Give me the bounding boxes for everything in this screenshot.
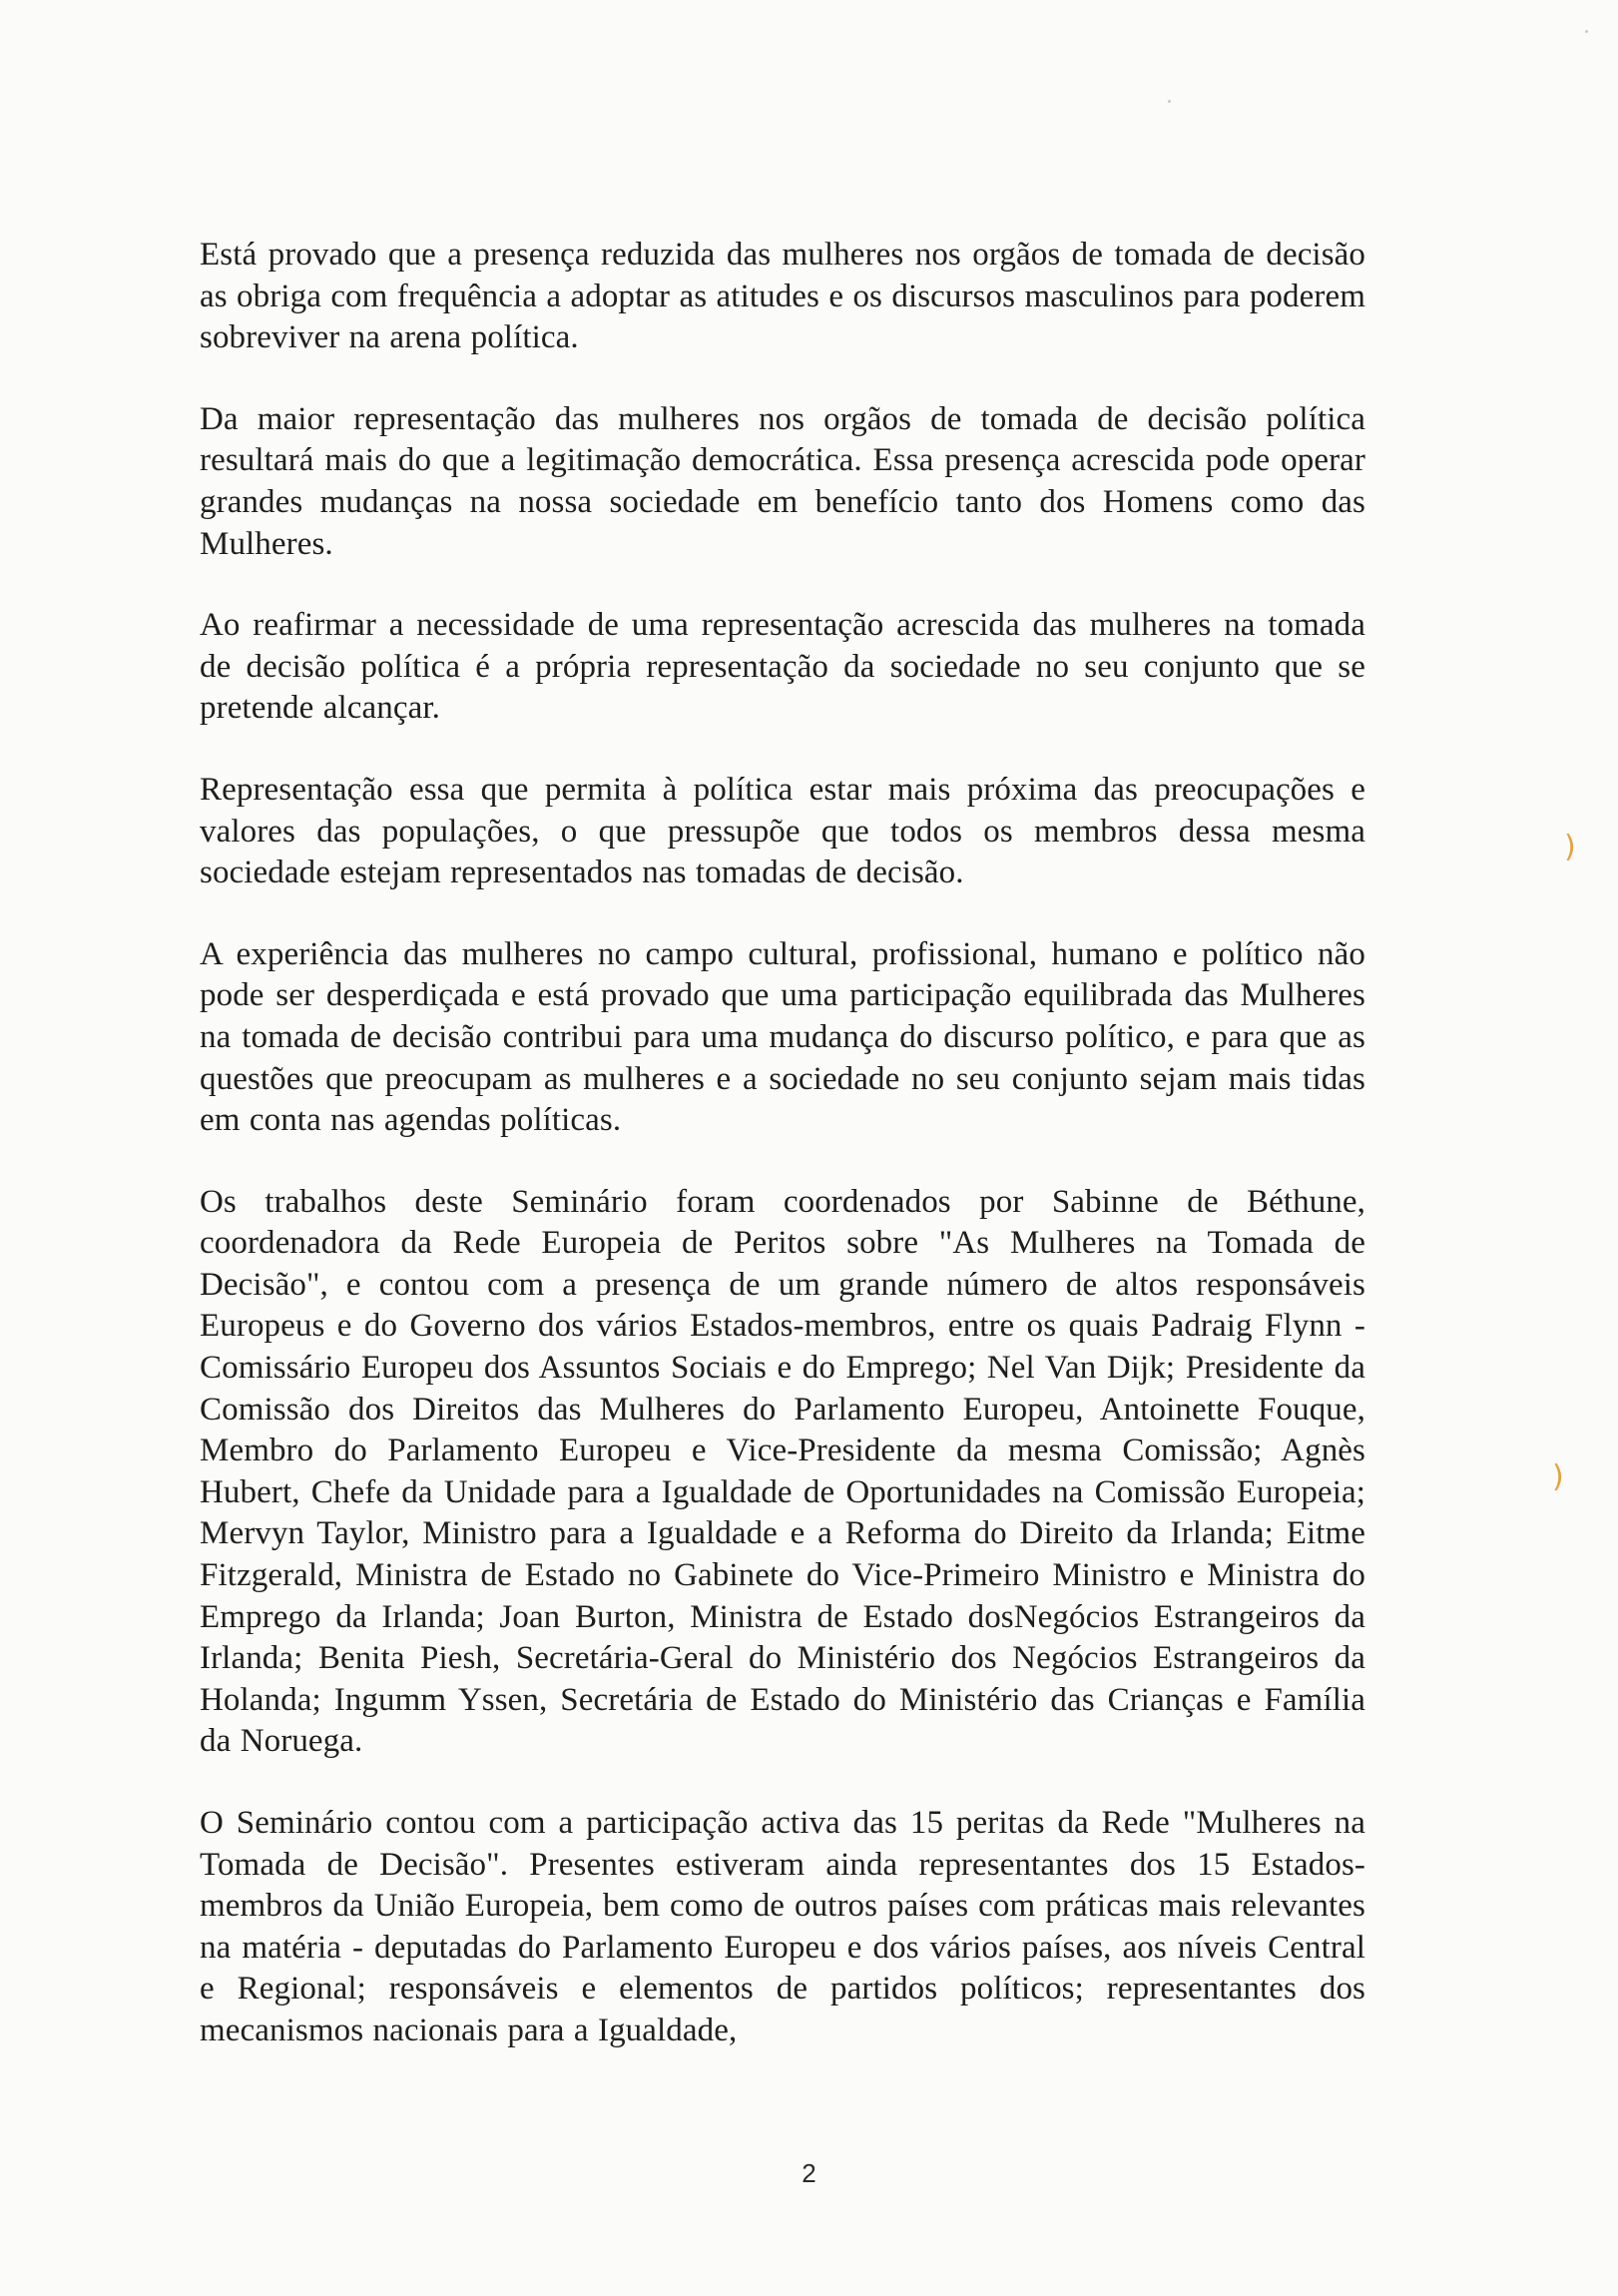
scan-speck bbox=[1585, 30, 1588, 33]
paragraph-3: Ao reafirmar a necessidade de uma representação acrescida das mulheres na tomada de decisão política é a própria representação da sociedade no seu conjunto que se pretende alcançar. bbox=[200, 607, 1365, 727]
margin-pencil-mark-icon: ) bbox=[1564, 830, 1576, 864]
margin-pencil-mark-icon: ) bbox=[1552, 1459, 1564, 1494]
paragraph-2: Da maior representação das mulheres nos orgãos de tomada de decisão política resultará mais do que a legitimação democrática. Essa presença acrescida pode operar grandes mudanças na nossa sociedade em benefício tanto dos Homens como das Mulheres. bbox=[200, 400, 1365, 562]
page-number: 2 bbox=[802, 2158, 816, 2188]
document-body bbox=[200, 235, 1365, 2092]
paragraph-4: Representação essa que permita à política estar mais próxima das preocupações e valores das populações, o que pressupõe que todos os membros dessa mesma sociedade estejam representados nas tomadas de decisão. bbox=[200, 771, 1365, 891]
paragraph-5: A experiência das mulheres no campo cultural, profissional, humano e político não pode ser desperdiçada e está provado que uma participação equilibrada das Mulheres na tomada de decisão contribui para uma mudança do discurso político, e para que as questões que preocupam as mulheres e a sociedade no seu conjunto sejam mais tidas em conta nas agendas políticas. bbox=[200, 935, 1365, 1139]
paragraph-1: Está provado que a presença reduzida das mulheres nos orgãos de tomada de decisão as obriga com frequência a adoptar as atitudes e os discursos masculinos para poderem sobreviver na arena política. bbox=[200, 237, 1365, 356]
paragraph-7: O Seminário contou com a participação activa das 15 peritas da Rede "Mulheres na Tomada de Decisão". Presentes estiveram ainda representantes dos 15 Estados-membros da União Europeia, bem como de outros países com práticas mais relevantes na matéria - deputadas do Parlamento Europeu e dos vários países, aos níveis Central e Regional; responsáveis e elementos de partidos políticos; representantes dos mecanismos nacionais para a Igualdade, bbox=[200, 1805, 1365, 2048]
paragraph-6: Os trabalhos deste Seminário foram coordenados por Sabinne de Béthune, coordenadora da Rede Europeia de Peritos sobre "As Mulheres na Tomada de Decisão", e contou com a presença de um grande número de altos responsáveis Europeus e do Governo dos vários Estados-membros, entre os quais Padraig Flynn - Comissário Europeu dos Assuntos Sociais e do Emprego; Nel Van Dijk; Presidente da Comissão dos Direitos das Mulheres do Parlamento Europeu, Antoinette Fouque, Membro do Parlamento Europeu e Vice-Presidente da mesma Comissão; Agnès Hubert, Chefe da Unidade para a Igualdade de Oportunidades na Comissão Europeia; Mervyn Taylor, Ministro para a Igualdade e a Reforma do Direito da Irlanda; Eitme Fitzgerald, Ministra de Estado no Gabinete do Vice-Primeiro Ministro e Ministra do Emprego da Irlanda; Joan Burton, Ministra de Estado dosNegócios Estrangeiros da Irlanda; Benita Piesh, Secretária-Geral do Ministério dos Negócios Estrangeiros da Holanda; Ingumm Yssen, Secretária de Estado do Ministério das Crianças e Família da Noruega. bbox=[200, 1183, 1365, 1760]
scan-speck bbox=[1168, 100, 1171, 103]
